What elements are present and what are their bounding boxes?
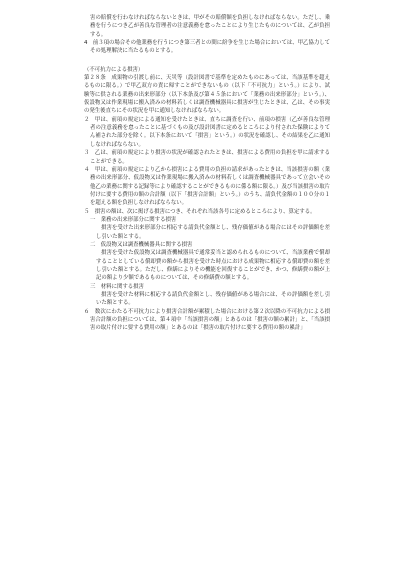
paragraph-item-2: ２ 甲は、前項の規定による通知を受けたときは、直ちに調査を行い、前項の損害（乙が善良な管理者の注意義務を怠ったことに基づくもの及び設計図書に定めるところにより付された保険によりてん補された部分を除く。以下本条において「損害」という。）の状況を確認し、その結果を乙に通知しなければならない。 (84, 116, 330, 148)
paragraph-item-6: ６ 数次にわたる不可抗力により損害合計額が累積した場合における第２次以降の不可抗力による損害合計額の負担については、第４項中「当該損害の額」とあるのは「損害の額の累計」と、「当該損害の取片付けに要する費用の額」とあるのは「損害の取片付けに要する費用の額の累計」 (84, 308, 330, 332)
paragraph-continuation: 害の賠償を行わなければならないときは、甲がその賠償額を負担しなければならない。ただし、乗務を行うにつき乙が善良な管理者の注意義務を怠ったことにより生じたものについては、乙が負担する。 (90, 15, 330, 38)
subitem-3-title: 三 材料に関する損害 (90, 283, 144, 290)
paragraph-item-5: ５ 損害の額は、次に掲げる損害につき、それぞれ当該各号に定めるところにより、算定する。 (84, 208, 316, 215)
document-page (84, 14, 330, 333)
paragraph-item-4b: ４ 甲は、前項の規定により乙から損害による費用の負担の請求があったときは、当該損害の額（業務の出来形部分、仮設物又は作業現場に搬入済みの材料若しくは調査機械器具であって立会いその他乙の業務に関する記録等により確認することができるものに係る額に限る。）及び当該損害の取片付けに要する費用の額の合計額（以下「損害合計額」という。）のうち、請負代金額の１００分の１を超える額を負担しなければならない。 (84, 166, 330, 207)
section-heading: （不可抗力による損害） (84, 66, 144, 73)
subitem-3-body: 損害を受けた材料に相応する請負代金額とし、残存価値がある場合には、その評価額を差し引いた額とする。 (96, 292, 330, 307)
subitem-1-title: 一 業務の出来形部分に関する損害 (90, 216, 177, 223)
article-28: 第２８条 成果物の引渡し前に、天災等（設計図書で基準を定めたものにあっては、当該基準を超えるものに限る。）で甲乙双方の責に帰すことができないもの（以下「不可抗力」という。）により、試験等に供される業務の出来形部分（以下本条及び第４５条において「業務の出来形部分」という。）、仮設物又は作業現場に搬入済みの材料若しくは調査機械器具に損害が生じたときは、乙は、その事実の発生後直ちにその状況を甲に通知しなければならない。 (84, 75, 330, 115)
subitem-2-title: 二 仮設物又は調査機械器具に関する損害 (90, 241, 193, 248)
paragraph-item-3: ３ 乙は、前項の規定により損害の状況が確認されたときは、損害による費用の負担を甲に請求することができる。 (84, 150, 330, 165)
subitem-1-body: 損害を受けた出来形部分に相応する請負代金額とし、残存価値がある場合にはその評価額を差し引いた額とする。 (96, 225, 330, 240)
subitem-2-body: 損害を受けた仮設物又は調査機械器具で通常妥当と認められるものについて、当該業務で償却することとしている償却費の額から損害を受けた時点における成果物に相応する償却費の額を差し引いた額とする。ただし、修繕によりその機能を回復することができ、かつ、修繕費の額が上記の額より少額であるものについては、その修繕費の額とする。 (96, 250, 330, 282)
paragraph-item-4: 4 前３項の場合その他業務を行うにつき第三者との間に紛争を生じた場合においては、甲乙協力してその処理解決に当たるものとする。 (84, 40, 330, 55)
